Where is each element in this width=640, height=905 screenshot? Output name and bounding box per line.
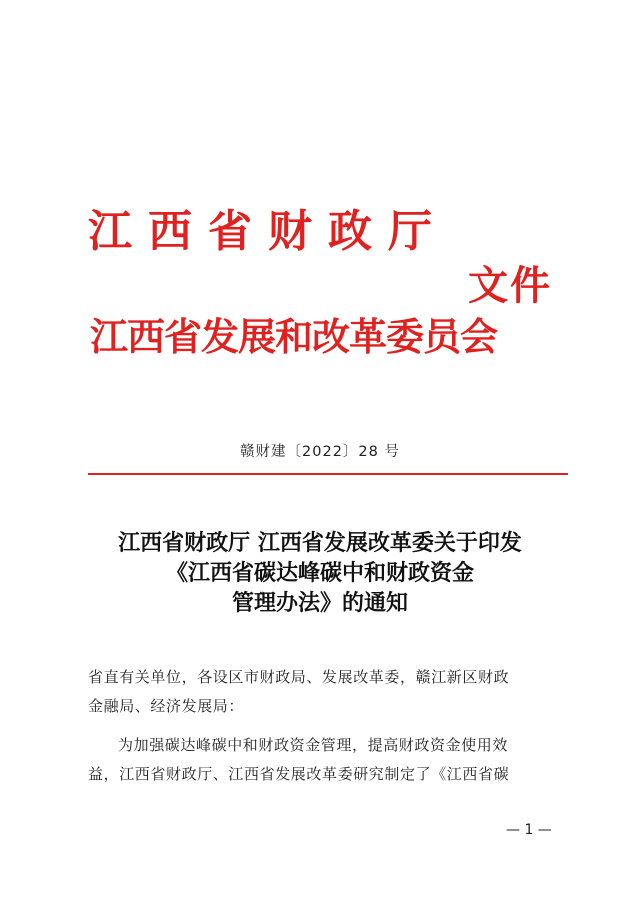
- page-number: — 1 —: [506, 822, 552, 838]
- document-number: 赣财建〔2022〕28 号: [240, 444, 400, 460]
- paragraph-line-1: 为加强碳达峰碳中和财政资金管理，提高财政资金使用效: [118, 736, 509, 754]
- salutation: [88, 663, 558, 721]
- red-divider-line: [88, 473, 568, 475]
- title-line-3: 管理办法》的通知: [231, 590, 408, 616]
- paragraph-line-2: 益，江西省财政厅、江西省发展改革委研究制定了《江西省碳: [88, 765, 510, 783]
- title-line-2: 《江西省碳达峰碳中和财政资金: [165, 560, 474, 586]
- document-label: 文件: [468, 262, 552, 309]
- issuer-name-development-reform-commission: 江西省发展和改革委员会: [90, 314, 498, 359]
- issuer-name-finance-department: 江西省财政厅: [88, 206, 448, 257]
- title-line-1: 江西省财政厅 江西省发展改革委关于印发: [118, 530, 522, 556]
- document-title: [0, 528, 640, 618]
- body-paragraph: [88, 731, 558, 789]
- salutation-line-1: 省直有关单位，各设区市财政局、发展改革委，赣江新区财政: [88, 668, 510, 686]
- salutation-line-2: 金融局、经济发展局：: [88, 697, 245, 715]
